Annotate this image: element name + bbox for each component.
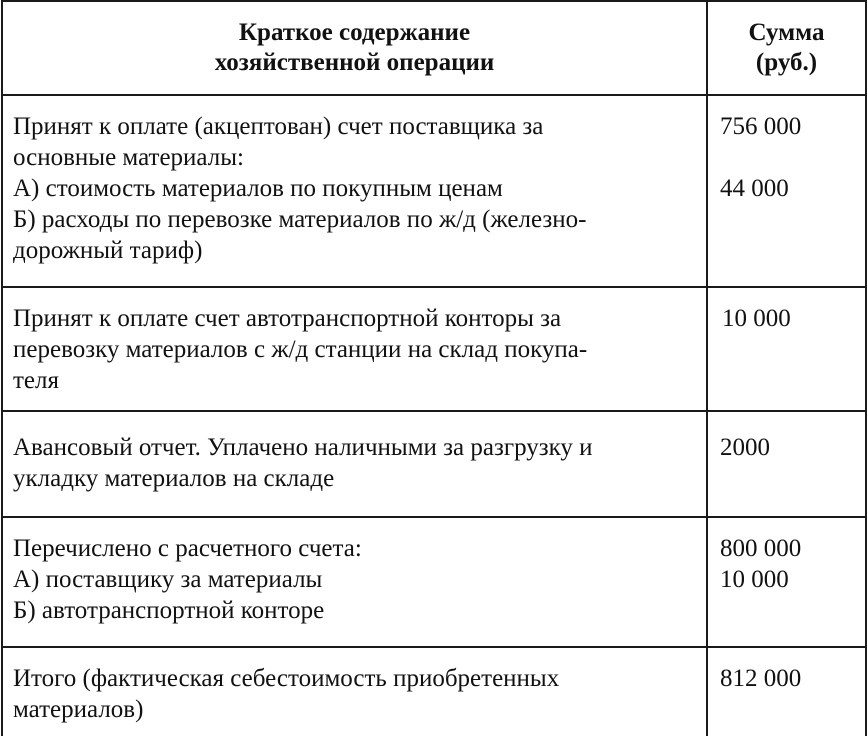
row-description-cell — [2, 647, 707, 736]
row-description-cell — [2, 287, 707, 411]
table-header-row — [2, 1, 866, 95]
table-row — [2, 95, 866, 287]
operations-table — [1, 0, 867, 736]
amount-value: 2000 — [720, 434, 770, 461]
description-line: основные материалы: — [13, 144, 244, 171]
row-description-cell — [2, 517, 707, 647]
table-row — [2, 411, 866, 517]
amount-value: 812 000 — [720, 665, 802, 692]
header-amount-line: Сумма — [748, 19, 825, 46]
row-amount-cell — [707, 411, 866, 517]
description-line: укладку материалов на складе — [13, 465, 335, 492]
row-amount-cell — [707, 517, 866, 647]
description-line: материалов) — [13, 696, 144, 723]
amount-value: 800 000 — [720, 535, 802, 562]
description-line: Итого (фактическая себестоимость приобретенных — [13, 665, 560, 692]
amount-value: 10 000 — [722, 305, 791, 332]
header-amount — [707, 1, 866, 95]
description-line: дорожный тариф) — [13, 237, 203, 264]
amount-value: 44 000 — [720, 175, 789, 202]
description-line: А) стоимость материалов по покупным ценам — [13, 175, 503, 202]
description-line: перевозку материалов с ж/д станции на склад покупа- — [13, 336, 588, 363]
table-row-total — [2, 647, 866, 736]
header-description-line: Краткое содержание — [238, 19, 471, 46]
description-line: Авансовый отчет. Уплачено наличными за разгрузку и — [13, 434, 593, 461]
header-description-line: хозяйственной операции — [214, 49, 495, 76]
table-row — [2, 517, 866, 647]
row-amount-cell — [707, 95, 866, 287]
description-line: Б) расходы по перевозке материалов по ж/д (железно- — [13, 206, 587, 233]
row-amount-cell — [707, 287, 866, 411]
row-description-cell — [2, 411, 707, 517]
description-line: А) поставщику за материалы — [13, 566, 323, 593]
table-row — [2, 287, 866, 411]
amount-value: 10 000 — [720, 566, 789, 593]
description-line: теля — [13, 367, 59, 394]
description-line: Перечислено с расчетного счета: — [13, 535, 362, 562]
amount-value: 756 000 — [720, 113, 802, 140]
description-line: Принят к оплате счет автотранспортной конторы за — [13, 305, 562, 332]
header-amount-line: (руб.) — [755, 49, 818, 76]
header-description — [2, 1, 707, 95]
description-line: Принят к оплате (акцептован) счет поставщика за — [13, 113, 544, 140]
row-description-cell — [2, 95, 707, 287]
row-amount-cell — [707, 647, 866, 736]
description-line: Б) автотранспортной конторе — [13, 597, 325, 624]
